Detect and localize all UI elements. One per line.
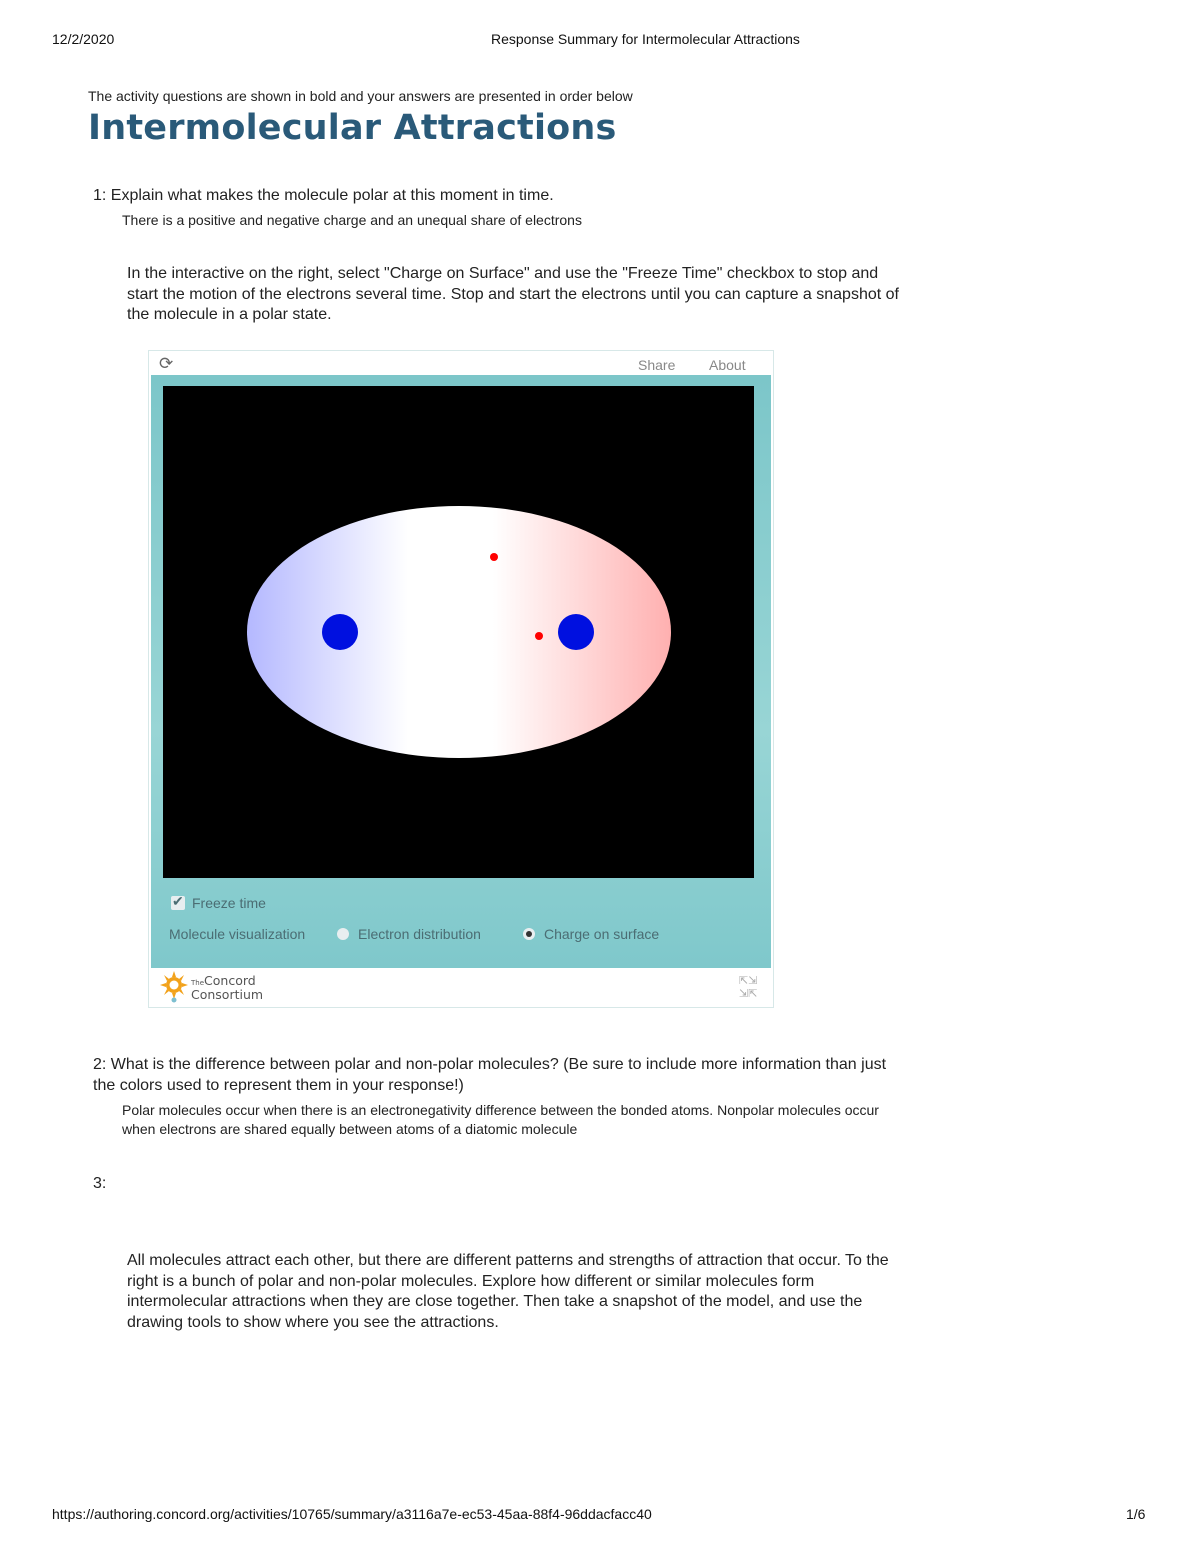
- freeze-time-label[interactable]: Freeze time: [192, 895, 266, 911]
- reload-icon[interactable]: ⟳: [159, 354, 174, 374]
- logo-the: The: [191, 979, 205, 987]
- fullscreen-icon[interactable]: ⇱⇲ ⇲⇱: [739, 974, 758, 1000]
- concord-logo-icon: [159, 971, 189, 1003]
- question-2-prompt: [93, 1054, 886, 1096]
- visualization-label: Molecule visualization: [169, 926, 306, 942]
- interactive-panel: [151, 375, 771, 968]
- charge-surface: [247, 506, 671, 758]
- answer-2-line: Polar molecules occur when there is an electronegativity difference between the bonded atoms. Nonpolar molecules occur: [122, 1102, 879, 1118]
- instruction-line: In the interactive on the right, select "Charge on Surface" and use the "Freeze Time" checkbox to stop and: [127, 265, 879, 282]
- instruction-line: drawing tools to show where you see the attractions.: [127, 1313, 499, 1331]
- question-3-prompt: 3:: [93, 1175, 107, 1192]
- print-date: 12/2/2020: [52, 31, 115, 47]
- freeze-time-checkbox[interactable]: [171, 896, 185, 910]
- interactive-toolbar: [149, 351, 773, 375]
- molecule-visualization: [163, 386, 754, 878]
- question-1-prompt: 1: Explain what makes the molecule polar at this moment in time.: [93, 187, 554, 204]
- page-title: Intermolecular Attractions: [88, 108, 617, 148]
- instruction-line: start the motion of the electrons several time. Stop and start the electrons until you can capture a snapshot of: [127, 285, 899, 303]
- interactive-controls: [151, 878, 771, 968]
- concord-logo-text: [191, 975, 263, 1000]
- question-1-answer: There is a positive and negative charge and an unequal share of electrons: [122, 212, 582, 228]
- electron-distribution-label[interactable]: Electron distribution: [358, 926, 481, 942]
- about-link[interactable]: About: [709, 357, 746, 373]
- charge-on-surface-radio[interactable]: [523, 928, 535, 940]
- question-2-answer: [122, 1101, 879, 1138]
- page-number: 1/6: [1126, 1506, 1146, 1522]
- instructions-1: [127, 264, 899, 326]
- interactive-footer: [151, 968, 771, 1005]
- electron: [535, 632, 543, 640]
- instruction-line: right is a bunch of polar and non-polar molecules. Explore how different or similar molecules form: [127, 1272, 815, 1290]
- question-2-line: 2: What is the difference between polar and non-polar molecules? (Be sure to include more information than just: [93, 1056, 887, 1073]
- logo-line-1: Concord: [204, 973, 256, 988]
- intro-text: The activity questions are shown in bold and your answers are presented in order below: [88, 88, 633, 104]
- electron: [490, 553, 498, 561]
- molecule-stage[interactable]: [163, 386, 754, 878]
- share-link[interactable]: Share: [638, 357, 676, 373]
- question-2-line: the colors used to represent them in your response!): [93, 1077, 464, 1094]
- charge-on-surface-label[interactable]: Charge on surface: [544, 926, 660, 942]
- logo-line-2: Consortium: [191, 987, 264, 1002]
- print-header-title: Response Summary for Intermolecular Attractions: [491, 31, 800, 47]
- instruction-line: All molecules attract each other, but there are different patterns and strengths of attraction that occur. To the: [127, 1252, 889, 1269]
- interactive-frame: [148, 350, 774, 1008]
- instruction-line: intermolecular attractions when they are close together. Then take a snapshot of the model, and use the: [127, 1293, 863, 1310]
- nucleus-right: [558, 614, 594, 650]
- footer-url: https://authoring.concord.org/activities/10765/summary/a3116a7e-ec53-45aa-88f4-96ddacfacc40: [52, 1506, 652, 1522]
- instruction-line: the molecule in a polar state.: [127, 306, 332, 323]
- electron-distribution-radio[interactable]: [337, 928, 349, 940]
- instructions-2: [127, 1251, 889, 1333]
- nucleus-left: [322, 614, 358, 650]
- answer-2-line: when electrons are shared equally between atoms of a diatomic molecule: [122, 1120, 578, 1137]
